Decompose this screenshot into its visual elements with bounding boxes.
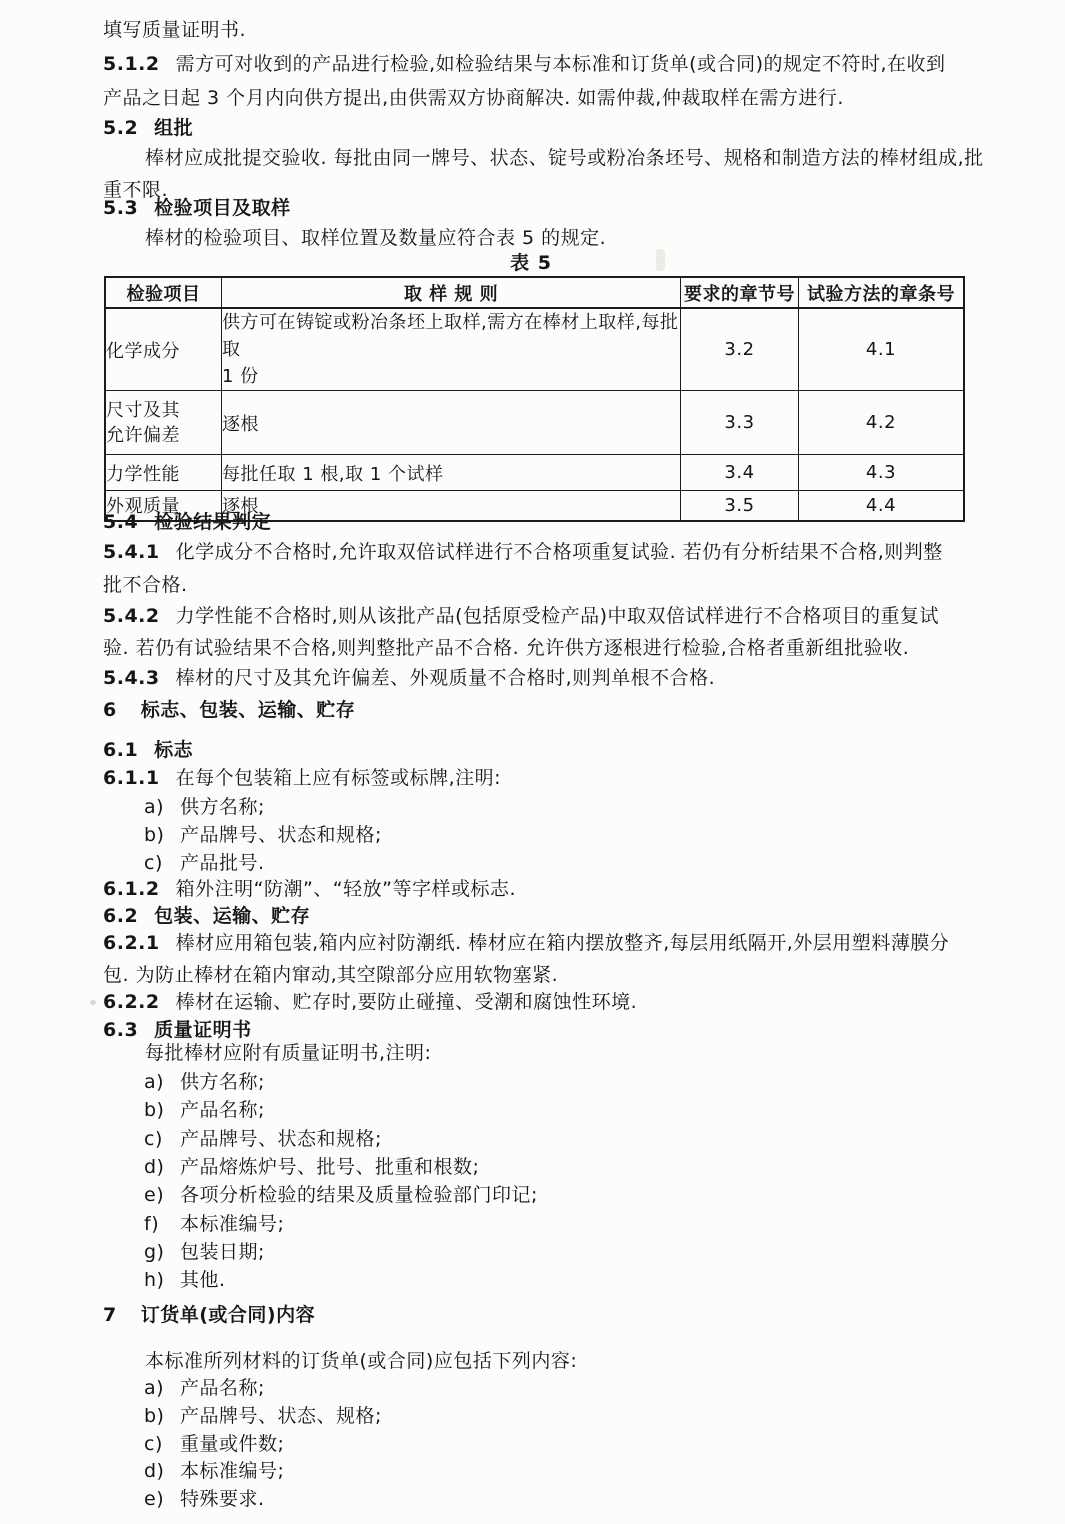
clause-5-2-paragraph-line-1 (145, 146, 984, 170)
cell-item: 外观质量 (105, 491, 222, 521)
list-item (144, 1240, 265, 1264)
list-item (144, 1376, 265, 1400)
clause-text: 批不合格. (103, 574, 188, 596)
cell-item: 力学性能 (105, 455, 222, 491)
list-item (144, 1183, 538, 1207)
list-item-text: 产品牌号、状态、规格; (180, 1405, 382, 1427)
clause-number: 6.1.1 (103, 767, 160, 789)
clause-number: 6.1.2 (103, 878, 160, 900)
list-item-text: 产品熔炼炉号、批号、批重和根数; (180, 1156, 480, 1178)
list-item (144, 1487, 265, 1511)
cell-item (105, 391, 222, 455)
list-item-label: b) (144, 824, 165, 846)
list-item-label: f) (144, 1213, 160, 1235)
heading-number: 6 (103, 699, 117, 721)
clause-number: 5.1.2 (103, 53, 160, 75)
scan-artifact (656, 249, 665, 271)
list-item-text: 各项分析检验的结果及质量检验部门印记; (180, 1184, 538, 1206)
list-item-text: 包装日期; (180, 1241, 265, 1263)
cell-rule: 每批任取 1 根,取 1 个试样 (222, 455, 681, 491)
list-item (144, 1268, 226, 1292)
clause-5-4-1-line-1 (103, 540, 943, 564)
list-item (144, 1459, 284, 1483)
heading-6-3 (103, 1018, 252, 1042)
table-row (105, 391, 964, 455)
heading-5-3 (103, 196, 291, 220)
heading-number: 5.2 (103, 117, 139, 139)
list-item (144, 851, 265, 875)
table-caption: 表 5 (510, 252, 552, 274)
heading-5-4 (103, 510, 271, 534)
heading-number: 5.4 (103, 511, 139, 533)
intro-line (103, 18, 246, 42)
clause-text: 产品之日起 3 个月内向供方提出,由供需双方协商解决. 如需仲裁,仲裁取样在需方进行. (103, 87, 844, 109)
cell-rule: 逐根 (222, 491, 681, 521)
heading-title: 包装、运输、贮存 (154, 905, 311, 927)
clause-6-3-paragraph (145, 1041, 431, 1065)
clause-6-2-1-line-1 (103, 931, 949, 955)
scan-artifact (90, 1000, 96, 1005)
list-item-text: 产品牌号、状态和规格; (180, 1128, 382, 1150)
table-row (105, 308, 964, 391)
clause-text: 重不限. (103, 179, 169, 201)
list-item-text: 产品名称; (180, 1099, 265, 1121)
clause-text: 包. 为防止棒材在箱内窜动,其空隙部分应用软物塞紧. (103, 964, 559, 986)
heading-number: 5.3 (103, 197, 139, 219)
heading-title: 标志 (154, 739, 194, 761)
heading-title: 订货单(或合同)内容 (140, 1304, 316, 1326)
list-item (144, 823, 382, 847)
cell-req: 3.2 (681, 308, 799, 391)
cell-test: 4.1 (799, 308, 965, 391)
list-item (144, 1432, 284, 1456)
list-item (144, 1098, 265, 1122)
cell-test: 4.4 (799, 491, 965, 521)
clause-5-1-2-line-1 (103, 52, 946, 76)
clause-6-1-2 (103, 877, 516, 901)
cell-item-line-2: 允许偏差 (106, 424, 180, 446)
clause-number: 5.4.2 (103, 605, 160, 627)
list-item-label: c) (144, 1433, 163, 1455)
clause-text: 在每个包装箱上应有标签或标牌,注明: (175, 767, 502, 789)
heading-7 (103, 1303, 315, 1327)
list-item-text: 供方名称; (180, 1071, 265, 1093)
cell-req: 3.3 (681, 391, 799, 455)
list-item-text: 产品牌号、状态和规格; (180, 824, 382, 846)
list-item (144, 1212, 284, 1236)
clause-5-3-paragraph (145, 226, 606, 250)
list-item-label: e) (144, 1184, 165, 1206)
clause-5-1-2-line-2 (103, 86, 844, 110)
list-item-label: h) (144, 1269, 165, 1291)
list-item-text: 供方名称; (180, 796, 265, 818)
cell-rule (222, 308, 681, 391)
heading-title: 组批 (154, 117, 194, 139)
list-item-label: d) (144, 1156, 165, 1178)
clause-6-1-1 (103, 766, 501, 790)
clause-text: 棒材应成批提交验收. 每批由同一牌号、状态、锭号或粉冶条坯号、规格和制造方法的棒材组成,批 (145, 147, 984, 169)
clause-number: 5.4.3 (103, 667, 160, 689)
col-header-req-section: 要求的章节号 (681, 277, 799, 308)
cell-test: 4.3 (799, 455, 965, 491)
list-item (144, 1127, 382, 1151)
heading-6-1 (103, 738, 193, 762)
list-item-label: e) (144, 1488, 165, 1510)
list-item-text: 重量或件数; (180, 1433, 285, 1455)
list-item-label: c) (144, 1128, 163, 1150)
list-item-text: 其他. (180, 1269, 226, 1291)
cell-req: 3.4 (681, 455, 799, 491)
heading-5-2 (103, 116, 193, 140)
list-item-text: 特殊要求. (180, 1488, 265, 1510)
col-header-item: 检验项目 (105, 277, 222, 308)
clause-text: 本标准所列材料的订货单(或合同)应包括下列内容: (145, 1350, 578, 1372)
clause-number: 5.4.1 (103, 541, 160, 563)
heading-title: 标志、包装、运输、贮存 (140, 699, 356, 721)
clause-number: 6.2.1 (103, 932, 160, 954)
clause-text: 验. 若仍有试验结果不合格,则判整批产品不合格. 允许供方逐根进行检验,合格者重新组批验收. (103, 637, 910, 659)
list-item-label: a) (144, 1071, 165, 1093)
list-item-text: 本标准编号; (180, 1213, 285, 1235)
heading-6-2 (103, 904, 310, 928)
clause-text: 棒材的尺寸及其允许偏差、外观质量不合格时,则判单根不合格. (175, 667, 716, 689)
clause-5-4-1-line-2 (103, 573, 188, 597)
table-header-row (105, 277, 964, 308)
heading-number: 6.2 (103, 905, 139, 927)
list-item-label: c) (144, 852, 163, 874)
clause-7-paragraph (145, 1349, 577, 1373)
cell-req: 3.5 (681, 491, 799, 521)
clause-number: 6.2.2 (103, 991, 160, 1013)
list-item (144, 795, 265, 819)
clause-6-2-2 (103, 990, 637, 1014)
heading-title: 检验项目及取样 (154, 197, 291, 219)
clause-text: 箱外注明“防潮”、“轻放”等字样或标志. (175, 878, 517, 900)
list-item (144, 1070, 265, 1094)
intro-text: 填写质量证明书. (103, 19, 247, 41)
scan-artifact (560, 1350, 570, 1356)
cell-item-line-1: 尺寸及其 (106, 399, 180, 421)
cell-rule-line-2: 1 份 (222, 366, 259, 387)
table-row (105, 455, 964, 491)
table-5 (104, 276, 965, 522)
clause-text: 棒材在运输、贮存时,要防止碰撞、受潮和腐蚀性环境. (175, 991, 638, 1013)
clause-5-4-2-line-2 (103, 636, 909, 660)
col-header-test-section: 试验方法的章条号 (799, 277, 965, 308)
list-item-label: a) (144, 1377, 165, 1399)
cell-rule-line-1: 供方可在铸锭或粉冶条坯上取样,需方在棒材上取样,每批取 (222, 312, 679, 360)
cell-rule: 逐根 (222, 391, 681, 455)
clause-text: 每批棒材应附有质量证明书,注明: (145, 1042, 432, 1064)
list-item-label: a) (144, 796, 165, 818)
list-item-label: b) (144, 1099, 165, 1121)
list-item-label: d) (144, 1460, 165, 1482)
clause-text: 棒材应用箱包装,箱内应衬防潮纸. 棒材应在箱内摆放整齐,每层用纸隔开,外层用塑料薄膜分 (175, 932, 950, 954)
heading-title: 质量证明书 (154, 1019, 252, 1041)
clause-text: 力学性能不合格时,则从该批产品(包括原受检产品)中取双倍试样进行不合格项目的重复试 (175, 605, 939, 627)
col-header-rule: 取 样 规 则 (222, 277, 681, 308)
heading-6 (103, 698, 355, 722)
list-item-text: 本标准编号; (180, 1460, 285, 1482)
heading-title: 检验结果判定 (154, 511, 272, 533)
list-item (144, 1404, 382, 1428)
heading-number: 6.1 (103, 739, 139, 761)
list-item-label: b) (144, 1405, 165, 1427)
clause-5-4-2-line-1 (103, 604, 939, 628)
clause-text: 需方可对收到的产品进行检验,如检验结果与本标准和订货单(或合同)的规定不符时,在收到 (175, 53, 946, 75)
list-item-text: 产品批号. (180, 852, 265, 874)
list-item (144, 1155, 479, 1179)
clause-text: 化学成分不合格时,允许取双倍试样进行不合格项重复试验. 若仍有分析结果不合格,则判整 (175, 541, 943, 563)
clause-6-2-1-line-2 (103, 963, 558, 987)
cell-test: 4.2 (799, 391, 965, 455)
clause-text: 棒材的检验项目、取样位置及数量应符合表 5 的规定. (145, 227, 607, 249)
heading-number: 7 (103, 1304, 117, 1326)
heading-number: 6.3 (103, 1019, 139, 1041)
cell-item: 化学成分 (105, 308, 222, 391)
clause-5-4-3 (103, 666, 715, 690)
list-item-label: g) (144, 1241, 165, 1263)
list-item-text: 产品名称; (180, 1377, 265, 1399)
